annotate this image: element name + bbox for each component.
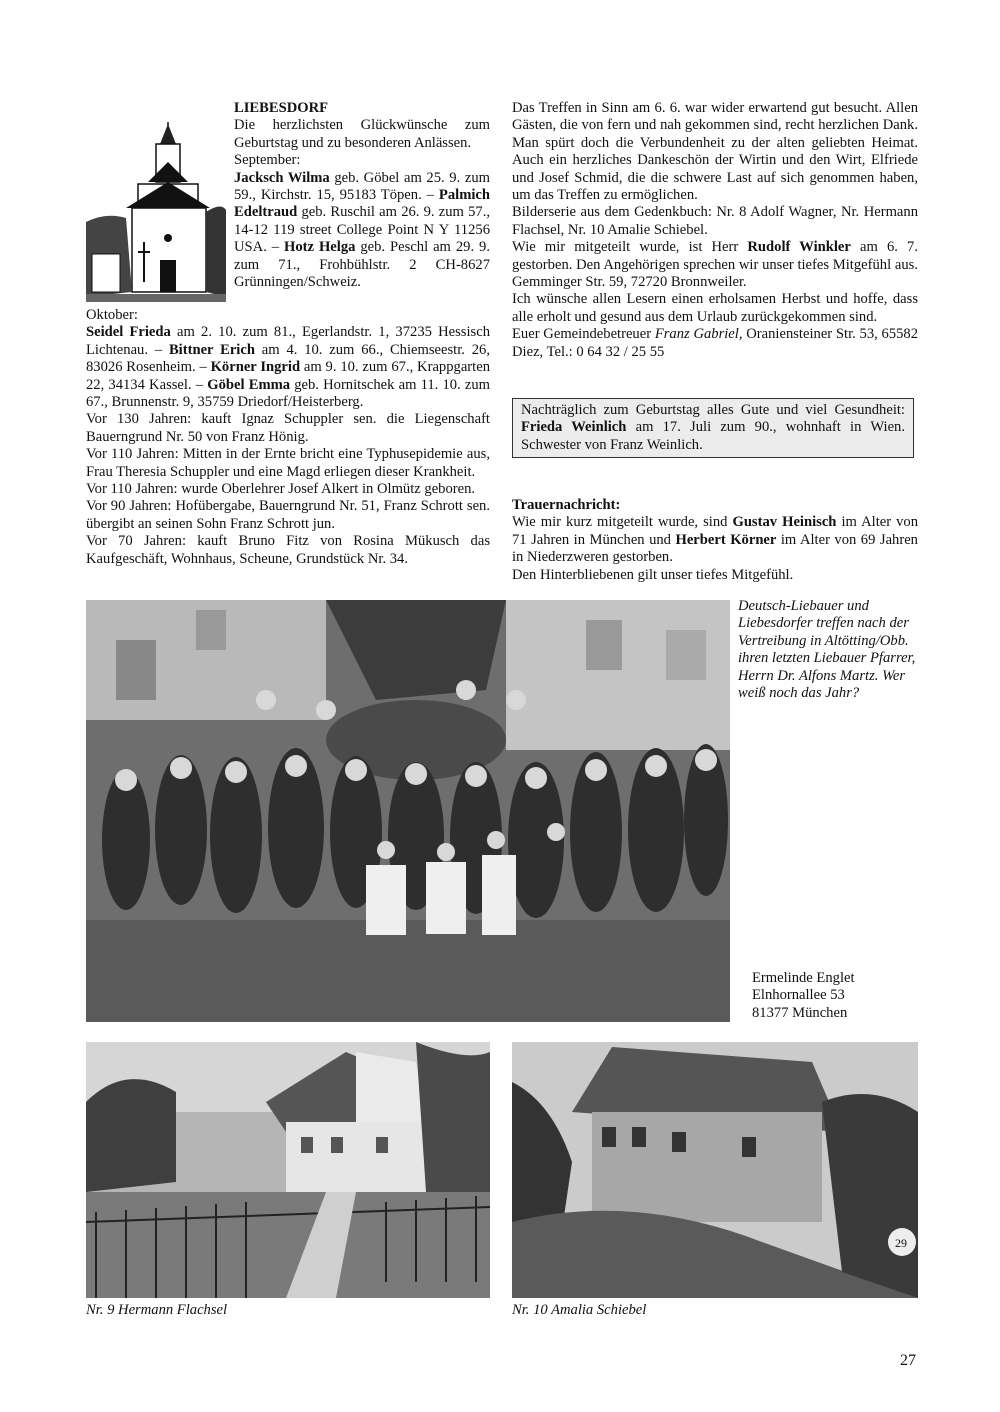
treffen-paragraph: Das Treffen in Sinn am 6. 6. war wider erwartend gut besucht. Allen Gästen, die von fern und nah gekommen sind, recht herzlichen Dank. Man spürt doch die Verbundenheit zu der alten geliebten Heimat. Auch ein herzliches Dankeschön der Wirtin und den Wirt, Elfriede und Josef Schmid, die die schwere Last auf sich genommen haben, um das Treffen zu ermöglichen. [512,100,918,204]
photo-hermann-flachsel [86,1042,490,1298]
sender-street: Elnhornallee 53 [752,987,845,1004]
left-column-bottom [86,307,490,568]
church-illustration [86,122,226,302]
history-item: Vor 110 Jahren: wurde Oberlehrer Josef Alkert in Olmütz geboren. [86,481,476,498]
trauer-condolence: Den Hinterbliebenen gilt unser tiefes Mitgefühl. [512,566,794,583]
obituary-paragraph: Wie mir mitgeteilt wurde, ist Herr Rudolf Winkler am 6. 7. gestorben. Den Angehörigen sprechen wir unser tiefes Mitgefühl aus. Gemminger Str. 59, 72720 Bronnweiler. [512,239,919,291]
september-label: September: [234,152,301,169]
section-heading: LIEBESDORF [234,100,329,116]
right-column [512,100,918,361]
intro-text: Die herzlichsten Glückwünsche zum Geburtstag und zu besonderen Anlässen. [234,117,490,151]
greeting-paragraph: Ich wünsche allen Lesern einen erholsamen Herbst und hoffe, dass alle erholt und gesund aus dem Urlaub zurückgekommen sind. [512,291,918,325]
sender-city: 81377 München [752,1004,848,1021]
photo9-caption: Nr. 9 Hermann Flachsel [86,1302,228,1318]
group-photo-caption: Deutsch-Liebauer und Liebesdorfer treffen nach der Vertreibung in Altötting/Obb. ihren letzten Liebauer Pfarrer, Herrn Dr. Alfons Martz. Wer weiß noch das Jahr? [738,598,916,702]
history-item: Vor 70 Jahren: kauft Bruno Fitz von Rosina Mükusch das Kaufgeschäft, Wohnhaus, Scheune, Grundstück Nr. 34. [86,533,490,567]
trauer-section [512,497,918,584]
group-photo [86,600,730,1022]
trauer-text: Wie mir kurz mitgeteilt wurde, sind Gustav Heinisch im Alter von 71 Jahren in München und Herbert Körner im Alter von 69 Jahren in Niederzweren gestorben. [512,514,918,566]
bilderserie-paragraph: Bilderserie aus dem Gedenkbuch: Nr. 8 Adolf Wagner, Nr. Hermann Flachsel, Nr. 10 Amalie Schiebel. [512,204,918,238]
history-item: Vor 130 Jahren: kauft Ignaz Schuppler sen. die Liegenschaft Bauerngrund Nr. 50 von Franz Hönig. [86,411,490,445]
history-item: Vor 90 Jahren: Hofübergabe, Bauerngrund Nr. 51, Franz Schrott sen. übergibt an seinen Sohn Franz Schrott jun. [86,498,490,532]
belated-birthday-notice: Nachträglich zum Geburtstag alles Gute und viel Gesundheit: Frieda Weinlich am 17. Juli zum 90., wohnhaft in Wien. Schwester von Franz Weinlich. [512,398,914,458]
photo10-caption: Nr. 10 Amalia Schiebel [512,1302,647,1318]
oktober-birthdays: Seidel Frieda am 2. 10. zum 81., Egerlandstr. 1, 37235 Hessisch Lichtenau. – Bittner Erich am 4. 10. zum 66., Chiemseestr. 26, 83026 Rosenheim. – Körner Ingrid am 9. 10. zum 67., Krappgarten 22, 34134 Kassel. – Göbel Emma geb. Hornitschek am 11. 10. zum 67., Brunnenstr. 9, 35759 Driedorf/Heisterberg. [86,324,491,411]
trauer-heading: Trauernachricht: [512,497,621,513]
sender-name: Ermelinde Englet [752,970,855,986]
sender-address [752,970,922,1022]
september-birthdays: Jacksch Wilma geb. Göbel am 25. 9. zum 59., Kirchstr. 15, 95183 Töpen. – Palmich Edeltraud geb. Ruschil am 26. 9. zum 57., 14-12 119 street College Point N Y 11256 USA. – Hotz Helga geb. Peschl am 29. 9. zum 71., Frohbühlstr. 2 CH-8627 Grünningen/Schweiz. [234,169,490,291]
photo-amalia-schiebel [512,1042,918,1298]
oktober-label: Oktober: [86,307,138,323]
history-item: Vor 110 Jahren: Mitten in der Ernte bricht eine Typhusepidemie aus, Frau Theresia Schuppler und eine Magd erliegen dieser Krankheit. [86,446,490,480]
left-column-top [234,100,490,291]
signature-paragraph: Euer Gemeindebetreuer Franz Gabriel, Oraniensteiner Str. 53, 65582 Diez, Tel.: 0 64 32 / 25 55 [512,326,918,360]
page-number: 27 [900,1352,916,1369]
photo-number-sign: 29 [895,1236,907,1250]
